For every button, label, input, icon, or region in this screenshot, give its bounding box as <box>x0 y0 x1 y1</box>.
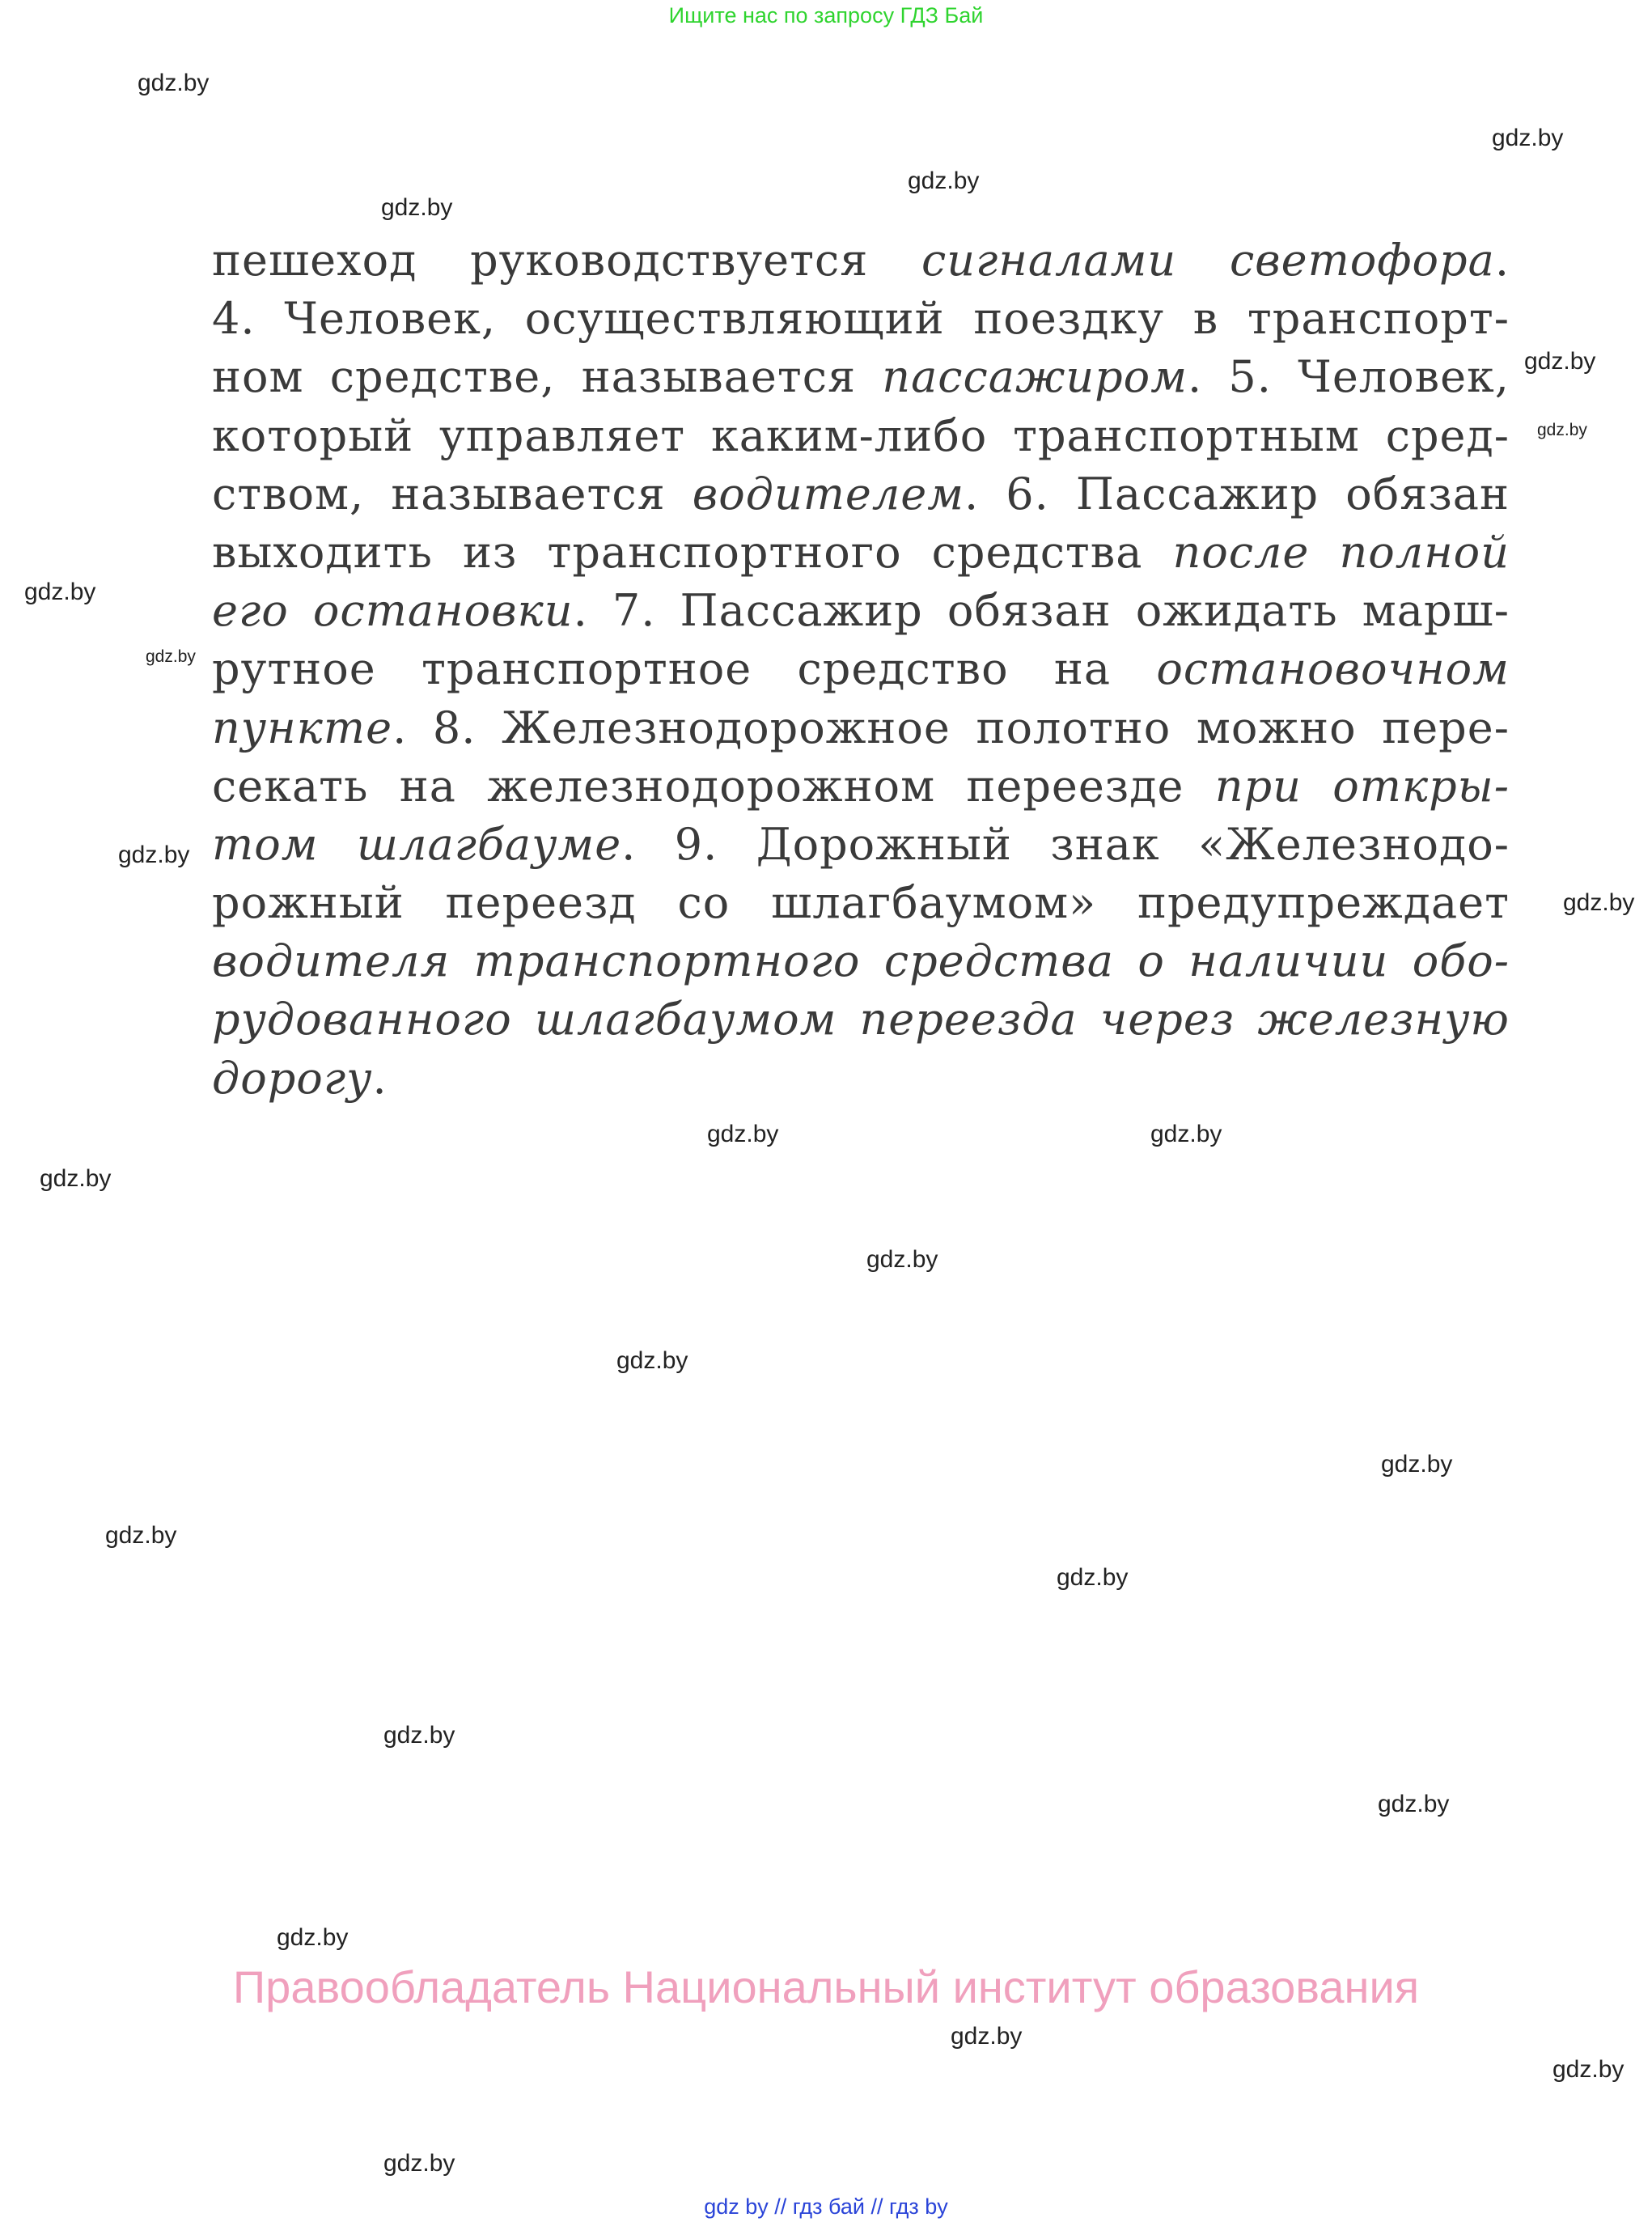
word: при <box>1214 760 1302 812</box>
word: рожный <box>212 877 405 929</box>
watermark: gdz.by <box>24 579 96 605</box>
word: предупреждает <box>1137 877 1510 929</box>
word: средстве, <box>329 351 556 403</box>
watermark: gdz.by <box>707 1121 779 1147</box>
text-line <box>212 290 1510 348</box>
word: после <box>1172 526 1310 578</box>
word: ном <box>212 351 304 403</box>
word: Пассажир <box>680 585 923 637</box>
watermark: gdz.by <box>1057 1564 1129 1591</box>
word: пере- <box>1382 702 1510 753</box>
watermark: gdz.by <box>383 1722 455 1749</box>
word: ством, <box>212 468 365 519</box>
word: управляет <box>439 409 686 461</box>
watermark: gdz.by <box>277 1924 349 1951</box>
footer-links[interactable]: gdz by // гдз бай // гдз by <box>704 2194 948 2219</box>
word: знак <box>1050 818 1160 870</box>
word: из <box>462 526 518 578</box>
word: каким-либо <box>710 409 988 461</box>
text-line <box>212 699 1510 757</box>
watermark: gdz.by <box>1524 348 1596 375</box>
text-line <box>212 407 1510 465</box>
word: можно <box>1196 702 1357 753</box>
word: Железнодорожное <box>502 702 951 753</box>
watermark: gdz.by <box>866 1246 938 1273</box>
text-line <box>212 816 1510 874</box>
rights-holder-notice: Правообладатель Национальный институт образования <box>232 1961 1420 2012</box>
watermark: gdz.by <box>105 1522 177 1549</box>
word: водителем. <box>692 468 980 519</box>
word: транспортное <box>421 643 752 695</box>
word: Дорожный <box>756 818 1012 870</box>
word: транспортным <box>1013 409 1360 461</box>
word: в <box>1192 293 1219 345</box>
word: водителя <box>212 935 451 987</box>
word: сигналами <box>921 235 1177 286</box>
watermark: gdz.by <box>1552 2056 1624 2083</box>
word: остановочном <box>1156 643 1510 695</box>
word: средство <box>797 643 1009 695</box>
word: пункте. <box>212 702 408 753</box>
word: со <box>677 877 731 929</box>
word: откры- <box>1332 760 1510 812</box>
search-hint-banner: Ищите нас по запросу ГДЗ Бай <box>668 3 984 28</box>
watermark: gdz.by <box>1378 1791 1450 1817</box>
word: железнодорожном <box>487 760 936 812</box>
word: остановки. <box>312 585 588 637</box>
word: марш- <box>1362 585 1510 637</box>
word: обязан <box>947 585 1112 637</box>
word: пешеход <box>212 235 417 286</box>
word: выходить <box>212 526 433 578</box>
word: шлагбауме. <box>356 818 637 870</box>
word: называется <box>581 351 857 403</box>
word: ожидать <box>1135 585 1338 637</box>
word: светофора. <box>1229 235 1510 286</box>
word: Человек, <box>1298 351 1510 403</box>
watermark: gdz.by <box>908 167 980 194</box>
word: 4. <box>212 293 256 345</box>
answer-text <box>212 231 1510 1108</box>
word: переезде <box>966 760 1184 812</box>
word: шлагбаумом» <box>771 877 1097 929</box>
watermark: gdz.by <box>381 194 453 221</box>
word: 8. <box>432 702 477 753</box>
word: Человек, <box>284 293 497 345</box>
word: том <box>212 818 319 870</box>
word: полотно <box>976 702 1171 753</box>
watermark: gdz.by <box>138 70 210 96</box>
word: 5. <box>1228 351 1272 403</box>
word: наличии <box>1188 935 1389 987</box>
watermark: gdz.by <box>616 1347 688 1374</box>
watermark: gdz.by <box>1563 889 1635 916</box>
word: на <box>399 760 456 812</box>
watermark: gdz.by <box>1537 421 1587 439</box>
word: дорогу. <box>212 1052 388 1104</box>
word: через <box>1099 994 1235 1045</box>
word: полной <box>1339 526 1510 578</box>
word: секать <box>212 760 369 812</box>
word: сред- <box>1385 409 1510 461</box>
text-line <box>212 582 1510 640</box>
word: о <box>1137 935 1165 987</box>
word: средства <box>931 526 1143 578</box>
word: обо- <box>1412 935 1510 987</box>
watermark: gdz.by <box>383 2150 455 2177</box>
watermark: gdz.by <box>1492 125 1564 151</box>
text-line <box>212 640 1510 698</box>
watermark: gdz.by <box>951 2023 1023 2050</box>
word: 6. <box>1006 468 1049 519</box>
word: осуществляющий <box>524 293 945 345</box>
word: пассажиром. <box>882 351 1203 403</box>
word: рудованного <box>212 994 512 1045</box>
word: поездку <box>973 293 1164 345</box>
text-line <box>212 990 1510 1049</box>
watermark: gdz.by <box>1150 1121 1222 1147</box>
text-line <box>212 1049 1510 1108</box>
word: руководствуется <box>470 235 869 286</box>
word: рутное <box>212 643 376 695</box>
word: переезда <box>859 994 1078 1045</box>
word: Пассажир <box>1075 468 1319 519</box>
word: называется <box>391 468 666 519</box>
word: «Железнодо- <box>1198 818 1510 870</box>
text-line <box>212 874 1510 932</box>
word: переезд <box>445 877 637 929</box>
word: который <box>212 409 414 461</box>
watermark: gdz.by <box>1381 1451 1453 1478</box>
word: его <box>212 585 289 637</box>
word: транспорт- <box>1247 293 1510 345</box>
word: на <box>1053 643 1112 695</box>
text-line <box>212 524 1510 582</box>
word: железную <box>1257 994 1510 1045</box>
text-line <box>212 231 1510 290</box>
watermark: gdz.by <box>118 842 190 868</box>
word: 9. <box>674 818 718 870</box>
text-line <box>212 348 1510 406</box>
word: средства <box>883 935 1114 987</box>
word: транспортного <box>547 526 902 578</box>
text-line <box>212 757 1510 816</box>
word: транспортного <box>473 935 861 987</box>
watermark: gdz.by <box>146 647 196 666</box>
word: обязан <box>1345 468 1510 519</box>
text-line <box>212 932 1510 990</box>
word: шлагбаумом <box>534 994 837 1045</box>
watermark: gdz.by <box>40 1165 112 1192</box>
text-line <box>212 465 1510 524</box>
word: 7. <box>612 585 656 637</box>
